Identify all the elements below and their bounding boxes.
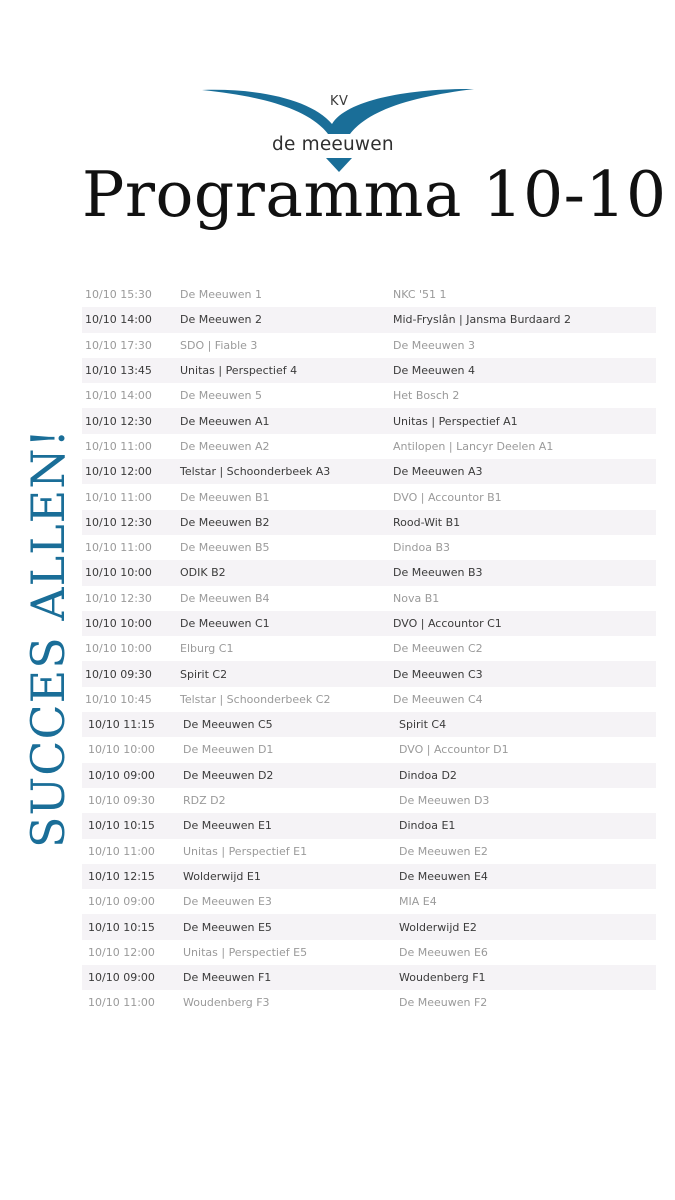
match-time: 10/10 09:00 <box>88 971 155 985</box>
match-home-team: De Meeuwen B1 <box>180 490 270 504</box>
match-home-team: Telstar | Schoonderbeek A3 <box>180 465 331 479</box>
match-home-team: De Meeuwen D1 <box>183 743 274 757</box>
match-time: 10/10 12:00 <box>85 465 152 479</box>
match-time: 10/10 12:15 <box>88 869 155 883</box>
match-time: 10/10 14:00 <box>85 389 152 403</box>
match-away-team: De Meeuwen 3 <box>393 338 475 352</box>
logo-club-name: de meeuwen <box>272 134 394 155</box>
match-row <box>82 560 656 585</box>
match-row <box>82 636 656 661</box>
match-time: 10/10 10:00 <box>85 617 152 630</box>
match-away-team: DVO | Accountor D1 <box>399 743 509 757</box>
match-row <box>82 687 656 712</box>
match-time: 10/10 09:30 <box>88 794 155 808</box>
match-time: 10/10 09:00 <box>88 768 155 782</box>
match-home-team: RDZ D2 <box>183 794 226 808</box>
match-home-team: Spirit C2 <box>180 667 228 681</box>
match-away-team: De Meeuwen D3 <box>399 794 490 808</box>
match-home-team: Woudenberg F3 <box>183 996 270 1010</box>
match-row <box>82 839 656 864</box>
match-time: 10/10 12:30 <box>85 591 152 605</box>
match-time: 10/10 12:30 <box>85 515 152 529</box>
match-time: 10/10 10:00 <box>85 566 152 580</box>
match-away-team: DVO | Accountor B1 <box>393 490 502 504</box>
match-away-team: De Meeuwen F2 <box>399 996 488 1010</box>
match-home-team: De Meeuwen F1 <box>183 971 272 985</box>
match-home-team: De Meeuwen B4 <box>180 591 270 605</box>
match-home-team: ODIK B2 <box>180 566 226 580</box>
match-away-team: De Meeuwen E6 <box>399 945 488 959</box>
match-time: 10/10 14:00 <box>85 313 152 327</box>
match-home-team: Telstar | Schoonderbeek C2 <box>180 692 331 706</box>
match-row <box>82 864 656 889</box>
match-home-team: De Meeuwen C1 <box>180 617 270 630</box>
match-home-team: Unitas | Perspectief E1 <box>183 844 308 858</box>
match-home-team: De Meeuwen 5 <box>180 389 262 403</box>
match-time: 10/10 11:00 <box>85 439 152 453</box>
match-time: 10/10 11:00 <box>88 996 155 1010</box>
match-time: 10/10 17:30 <box>85 338 152 352</box>
match-time: 10/10 10:45 <box>85 692 152 706</box>
match-home-team: De Meeuwen E3 <box>183 895 272 909</box>
match-row <box>82 788 656 813</box>
match-row <box>82 484 656 509</box>
match-row <box>82 434 656 459</box>
side-slogan: SUCCES ALLEN! <box>21 428 75 849</box>
match-time: 10/10 10:00 <box>85 642 152 656</box>
match-home-team: De Meeuwen E1 <box>183 819 272 833</box>
side-banner <box>20 378 76 898</box>
match-away-team: NKC '51 1 <box>393 288 447 302</box>
match-home-team: De Meeuwen 2 <box>180 313 262 327</box>
match-time: 10/10 09:00 <box>88 895 155 909</box>
match-row <box>82 408 656 433</box>
logo-kv-text: KV <box>330 94 349 109</box>
match-time: 10/10 10:15 <box>88 920 155 934</box>
match-row <box>82 965 656 990</box>
page-title: Programma 10-10 <box>82 158 667 231</box>
match-away-team: Wolderwijd E2 <box>399 920 477 934</box>
match-row <box>82 333 656 358</box>
match-away-team: Het Bosch 2 <box>393 389 460 403</box>
match-away-team: Woudenberg F1 <box>399 971 486 985</box>
match-home-team: De Meeuwen A1 <box>180 414 270 428</box>
match-away-team: De Meeuwen 4 <box>393 364 475 378</box>
match-away-team: Dindoa E1 <box>399 819 456 833</box>
match-home-team: Unitas | Perspectief 4 <box>180 364 298 378</box>
match-time: 10/10 15:30 <box>85 288 152 302</box>
match-row <box>82 358 656 383</box>
match-time: 10/10 12:30 <box>85 414 152 428</box>
match-time: 10/10 09:30 <box>85 667 152 681</box>
match-row <box>82 586 656 611</box>
match-time: 10/10 10:00 <box>88 743 155 757</box>
match-time: 10/10 11:00 <box>85 541 152 555</box>
match-away-team: MIA E4 <box>399 895 437 909</box>
match-away-team: Antilopen | Lancyr Deelen A1 <box>393 439 554 453</box>
match-time: 10/10 11:15 <box>88 718 155 732</box>
match-row <box>82 914 656 939</box>
match-away-team: De Meeuwen B3 <box>393 566 483 580</box>
match-home-team: De Meeuwen 1 <box>180 288 262 302</box>
match-away-team: Dindoa B3 <box>393 541 450 555</box>
match-row <box>82 459 656 484</box>
match-row <box>82 889 656 914</box>
match-row <box>82 282 656 307</box>
match-home-team: De Meeuwen B5 <box>180 541 270 555</box>
match-row <box>82 763 656 788</box>
match-row <box>82 990 656 1015</box>
match-home-team: De Meeuwen C5 <box>183 718 273 732</box>
match-away-team: De Meeuwen E2 <box>399 844 488 858</box>
match-home-team: De Meeuwen B2 <box>180 515 270 529</box>
match-row <box>82 661 656 686</box>
match-time: 10/10 12:00 <box>88 945 155 959</box>
match-away-team: De Meeuwen E4 <box>399 869 488 883</box>
match-schedule <box>82 282 656 1016</box>
match-home-team: Wolderwijd E1 <box>183 869 261 883</box>
match-row <box>82 712 656 737</box>
match-away-team: Unitas | Perspectief A1 <box>393 414 518 428</box>
match-away-team: De Meeuwen C4 <box>393 692 483 706</box>
match-away-team: De Meeuwen A3 <box>393 465 483 479</box>
match-time: 10/10 11:00 <box>85 490 152 504</box>
match-away-team: Nova B1 <box>393 591 440 605</box>
match-home-team: SDO | Fiable 3 <box>180 338 258 352</box>
match-away-team: De Meeuwen C3 <box>393 667 483 681</box>
match-away-team: Spirit C4 <box>399 718 447 732</box>
match-row <box>82 813 656 838</box>
match-away-team: Mid-Fryslân | Jansma Burdaard 2 <box>393 313 572 327</box>
match-home-team: De Meeuwen A2 <box>180 439 270 453</box>
match-home-team: De Meeuwen E5 <box>183 920 272 934</box>
match-row <box>82 940 656 965</box>
match-away-team: Dindoa D2 <box>399 768 457 782</box>
match-away-team: DVO | Accountor C1 <box>393 617 502 630</box>
match-home-team: Elburg C1 <box>180 642 234 656</box>
match-time: 10/10 10:15 <box>88 819 155 833</box>
match-row <box>82 383 656 408</box>
match-row <box>82 510 656 535</box>
match-row <box>82 535 656 560</box>
match-time: 10/10 13:45 <box>85 364 152 378</box>
match-row <box>82 611 656 636</box>
match-row <box>82 737 656 762</box>
match-home-team: De Meeuwen D2 <box>183 768 274 782</box>
match-home-team: Unitas | Perspectief E5 <box>183 945 308 959</box>
match-time: 10/10 11:00 <box>88 844 155 858</box>
match-row <box>82 307 656 332</box>
match-away-team: De Meeuwen C2 <box>393 642 483 656</box>
match-away-team: Rood-Wit B1 <box>393 515 461 529</box>
